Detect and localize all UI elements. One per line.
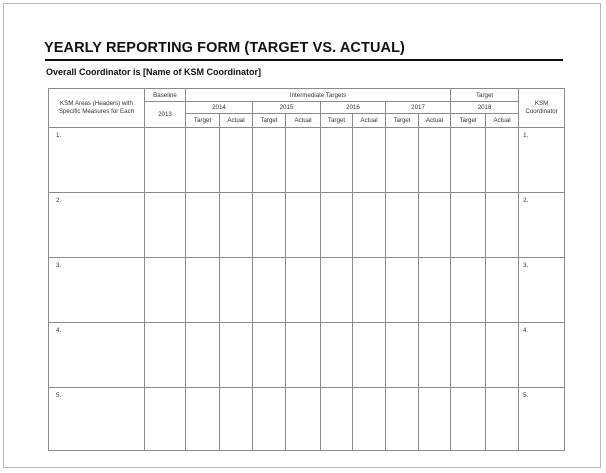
value-cell[interactable] [220, 323, 253, 388]
value-cell[interactable] [286, 388, 321, 451]
value-cell[interactable] [486, 388, 519, 451]
target-subheader: Target [386, 114, 419, 128]
measure-cell[interactable]: 4. [49, 323, 145, 388]
value-cell[interactable] [220, 193, 253, 258]
ksm-areas-header: KSM Areas (Headers) with Specific Measures for Each [49, 89, 145, 128]
target-subheader: Target [186, 114, 220, 128]
actual-subheader: Actual [286, 114, 321, 128]
table-body [49, 128, 565, 451]
actual-subheader: Actual [353, 114, 386, 128]
intermediate-targets-header: Intermediate Targets [186, 89, 451, 102]
value-cell[interactable] [286, 128, 321, 193]
table-row [49, 128, 565, 193]
value-cell[interactable] [451, 388, 486, 451]
value-cell[interactable] [386, 193, 419, 258]
baseline-cell[interactable] [145, 388, 186, 451]
value-cell[interactable] [353, 128, 386, 193]
value-cell[interactable] [486, 323, 519, 388]
coordinator-line: Overall Coordinator is [Name of KSM Coordinator] [46, 67, 262, 77]
value-cell[interactable] [353, 193, 386, 258]
value-cell[interactable] [186, 323, 220, 388]
target-subheader: Target [253, 114, 286, 128]
value-cell[interactable] [186, 388, 220, 451]
value-cell[interactable] [451, 323, 486, 388]
value-cell[interactable] [486, 193, 519, 258]
title-underline [45, 59, 563, 61]
form-page [3, 3, 601, 468]
value-cell[interactable] [220, 258, 253, 323]
year-header-2017: 2017 [386, 102, 451, 114]
value-cell[interactable] [386, 323, 419, 388]
target-subheader: Target [451, 114, 486, 128]
value-cell[interactable] [286, 323, 321, 388]
value-cell[interactable] [253, 193, 286, 258]
baseline-cell[interactable] [145, 128, 186, 193]
value-cell[interactable] [253, 258, 286, 323]
value-cell[interactable] [321, 323, 353, 388]
table-row [49, 323, 565, 388]
value-cell[interactable] [286, 193, 321, 258]
measure-cell[interactable]: 1. [49, 128, 145, 193]
baseline-cell[interactable] [145, 258, 186, 323]
baseline-year: 2013 [145, 102, 186, 128]
value-cell[interactable] [253, 128, 286, 193]
measure-cell[interactable]: 2. [49, 193, 145, 258]
coordinator-cell[interactable]: 3. [519, 258, 565, 323]
actual-subheader: Actual [486, 114, 519, 128]
value-cell[interactable] [386, 258, 419, 323]
value-cell[interactable] [286, 258, 321, 323]
coordinator-cell[interactable]: 1. [519, 128, 565, 193]
target-subheader: Target [321, 114, 353, 128]
value-cell[interactable] [419, 388, 451, 451]
value-cell[interactable] [419, 128, 451, 193]
reporting-table [48, 88, 565, 451]
coordinator-cell[interactable]: 4. [519, 323, 565, 388]
value-cell[interactable] [253, 388, 286, 451]
value-cell[interactable] [321, 193, 353, 258]
value-cell[interactable] [321, 388, 353, 451]
year-header-2018: 2018 [451, 102, 519, 114]
target-header: Target [451, 89, 519, 102]
value-cell[interactable] [486, 128, 519, 193]
year-header-2014: 2014 [186, 102, 253, 114]
value-cell[interactable] [186, 128, 220, 193]
value-cell[interactable] [451, 193, 486, 258]
coordinator-cell[interactable]: 5. [519, 388, 565, 451]
value-cell[interactable] [486, 258, 519, 323]
ksm-coordinator-header: KSM Coordinator [519, 89, 565, 128]
page-title: YEARLY REPORTING FORM (TARGET VS. ACTUAL) [44, 40, 405, 56]
baseline-cell[interactable] [145, 323, 186, 388]
value-cell[interactable] [321, 128, 353, 193]
value-cell[interactable] [220, 128, 253, 193]
value-cell[interactable] [353, 388, 386, 451]
baseline-cell[interactable] [145, 193, 186, 258]
value-cell[interactable] [419, 193, 451, 258]
baseline-header: Baseline [145, 89, 186, 102]
value-cell[interactable] [386, 388, 419, 451]
value-cell[interactable] [451, 128, 486, 193]
value-cell[interactable] [353, 258, 386, 323]
year-header-2016: 2016 [321, 102, 386, 114]
table-row [49, 193, 565, 258]
value-cell[interactable] [451, 258, 486, 323]
actual-subheader: Actual [220, 114, 253, 128]
value-cell[interactable] [220, 388, 253, 451]
value-cell[interactable] [353, 323, 386, 388]
coordinator-cell[interactable]: 2. [519, 193, 565, 258]
value-cell[interactable] [419, 323, 451, 388]
value-cell[interactable] [186, 258, 220, 323]
actual-subheader: Actual [419, 114, 451, 128]
value-cell[interactable] [386, 128, 419, 193]
value-cell[interactable] [321, 258, 353, 323]
measure-cell[interactable]: 3. [49, 258, 145, 323]
value-cell[interactable] [253, 323, 286, 388]
table-row [49, 258, 565, 323]
value-cell[interactable] [419, 258, 451, 323]
year-header-2015: 2015 [253, 102, 321, 114]
measure-cell[interactable]: 5. [49, 388, 145, 451]
value-cell[interactable] [186, 193, 220, 258]
table-row [49, 388, 565, 451]
